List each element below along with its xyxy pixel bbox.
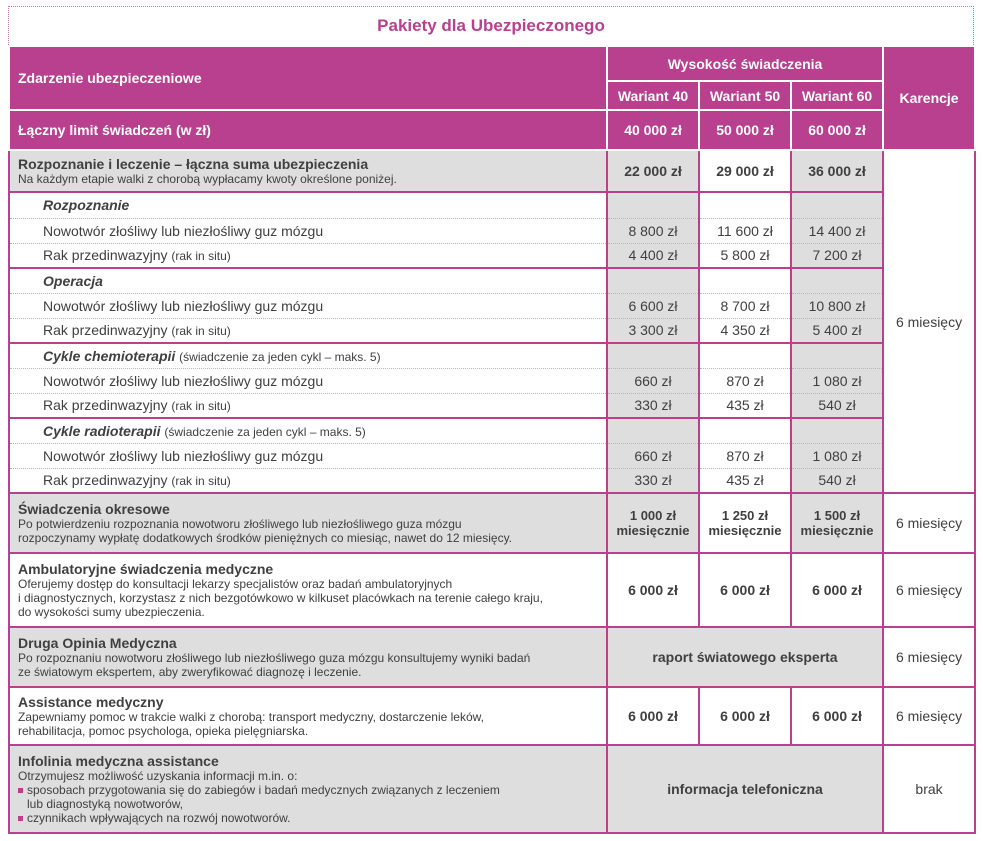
table-row <box>9 745 975 833</box>
title-box <box>8 6 974 45</box>
periodic-value: 1 250 zł miesięcznie <box>699 493 791 553</box>
row-label-cell <box>9 393 607 418</box>
row-value: 1 080 zł <box>791 368 883 393</box>
row-value: 660 zł <box>607 443 699 468</box>
infoline-cell <box>9 745 607 833</box>
diagnosis-value: 22 000 zł <box>607 150 699 192</box>
row-value: 540 zł <box>791 468 883 493</box>
diagnosis-value: 36 000 zł <box>791 150 883 192</box>
periodic-waiting: 6 miesięcy <box>883 493 975 553</box>
group-title: Cykle radioterapii <box>43 422 161 439</box>
ambulatory-title: Ambulatoryjne świadczenia medyczne <box>18 561 274 577</box>
diagnosis-desc: Na każdym etapie walki z chorobą wypłacamy kwoty określone poniżej. <box>18 172 397 186</box>
row-label: Rak przedinwazyjny <box>43 397 168 414</box>
table-row <box>9 192 975 218</box>
amount-header: Wysokość świadczenia <box>607 46 883 81</box>
row-label-suffix: (rak in situ) <box>171 249 231 264</box>
table-row <box>9 268 975 293</box>
row-value: 5 400 zł <box>791 318 883 343</box>
row-value: 5 800 zł <box>699 243 791 268</box>
group-title-cell <box>9 418 607 443</box>
row-value: 6 600 zł <box>607 293 699 318</box>
assistance-title: Assistance medyczny <box>18 694 164 710</box>
row-value: 7 200 zł <box>791 243 883 268</box>
bullet-icon <box>18 816 23 821</box>
row-label: Nowotwór złośliwy lub niezłośliwy guz mózgu <box>9 293 607 318</box>
diagnosis-waiting: 6 miesięcy <box>883 150 975 493</box>
row-value: 435 zł <box>699 393 791 418</box>
row-label: Nowotwór złośliwy lub niezłośliwy guz mózgu <box>9 218 607 243</box>
table-row <box>9 318 975 343</box>
row-value: 14 400 zł <box>791 218 883 243</box>
infoline-value: informacja telefoniczna <box>607 745 883 833</box>
table-row <box>9 687 975 745</box>
second-opinion-waiting: 6 miesięcy <box>883 627 975 687</box>
row-label-suffix: (rak in situ) <box>171 324 231 339</box>
second-opinion-desc: ze światowym ekspertem, aby zweryfikować diagnozę i leczenie. <box>18 665 362 679</box>
row-value: 4 350 zł <box>699 318 791 343</box>
infoline-title: Infolinia medyczna assistance <box>18 753 219 769</box>
periodic-desc: Po potwierdzeniu rozpoznania nowotworu złośliwego lub niezłośliwego guza mózgu <box>18 517 462 531</box>
table-row <box>9 293 975 318</box>
periodic-value: 1 000 zł miesięcznie <box>607 493 699 553</box>
row-value: 660 zł <box>607 368 699 393</box>
assistance-value: 6 000 zł <box>791 687 883 745</box>
ambulatory-desc: i diagnostycznych, korzystasz z nich bezgotówkowo w kilkuset placówkach na terenie całego kraju, <box>18 591 543 605</box>
periodic-desc: rozpoczynamy wypłatę dodatkowych środków pieniężnych co miesiąc, nawet do 12 miesięcy. <box>18 531 513 545</box>
table-row <box>9 418 975 443</box>
table-row <box>9 443 975 468</box>
list-item: czynnikach wpływających na rozwój nowotworów. <box>18 811 606 825</box>
group-title: Rozpoznanie <box>9 192 607 218</box>
ambulatory-value: 6 000 zł <box>699 553 791 627</box>
limit-label: Łączny limit świadczeń (w zł) <box>9 110 607 150</box>
periodic-title: Świadczenia okresowe <box>18 501 170 517</box>
benefits-table <box>8 45 976 834</box>
diagnosis-value: 29 000 zł <box>699 150 791 192</box>
row-value: 8 800 zł <box>607 218 699 243</box>
assistance-value: 6 000 zł <box>699 687 791 745</box>
row-value: 8 700 zł <box>699 293 791 318</box>
second-opinion-cell <box>9 627 607 687</box>
row-value: 11 600 zł <box>699 218 791 243</box>
ambulatory-desc: do wysokości sumy ubezpieczenia. <box>18 605 205 619</box>
ambulatory-desc: Oferujemy dostęp do konsultacji lekarzy specjalistów oraz badań ambulatoryjnych <box>18 577 453 591</box>
ambulatory-cell <box>9 553 607 627</box>
row-value: 330 zł <box>607 468 699 493</box>
row-value: 540 zł <box>791 393 883 418</box>
periodic-cell <box>9 493 607 553</box>
ambulatory-waiting: 6 miesięcy <box>883 553 975 627</box>
row-value: 870 zł <box>699 443 791 468</box>
benefits-sheet <box>8 6 974 834</box>
table-row <box>9 218 975 243</box>
assistance-waiting: 6 miesięcy <box>883 687 975 745</box>
row-label-suffix: (rak in situ) <box>171 474 231 489</box>
row-label: Rak przedinwazyjny <box>43 322 168 339</box>
table-row <box>9 468 975 493</box>
row-value: 3 300 zł <box>607 318 699 343</box>
table-row <box>9 243 975 268</box>
group-title: Cykle chemioterapii <box>43 347 176 364</box>
table-row <box>9 553 975 627</box>
second-opinion-title: Druga Opinia Medyczna <box>18 635 177 651</box>
ambulatory-value: 6 000 zł <box>791 553 883 627</box>
limit-variant-50: 50 000 zł <box>699 110 791 150</box>
row-label: Rak przedinwazyjny <box>43 472 168 489</box>
ambulatory-value: 6 000 zł <box>607 553 699 627</box>
diagnosis-cell <box>9 150 607 192</box>
row-value: 10 800 zł <box>791 293 883 318</box>
row-label: Rak przedinwazyjny <box>43 247 168 264</box>
row-label-suffix: (rak in situ) <box>171 399 231 414</box>
assistance-value: 6 000 zł <box>607 687 699 745</box>
limit-variant-60: 60 000 zł <box>791 110 883 150</box>
periodic-value: 1 500 zł miesięcznie <box>791 493 883 553</box>
assistance-cell <box>9 687 607 745</box>
group-title: Operacja <box>9 268 607 293</box>
limit-variant-40: 40 000 zł <box>607 110 699 150</box>
second-opinion-desc: Po rozpoznaniu nowotworu złośliwego lub niezłośliwego guza mózgu konsultujemy wyniki badań <box>18 651 531 665</box>
row-label-cell <box>9 243 607 268</box>
row-value: 870 zł <box>699 368 791 393</box>
row-label: Nowotwór złośliwy lub niezłośliwy guz mózgu <box>9 443 607 468</box>
variant-40-header: Wariant 40 <box>607 81 699 110</box>
table-row <box>9 493 975 553</box>
row-value: 435 zł <box>699 468 791 493</box>
event-header: Zdarzenie ubezpieczeniowe <box>9 46 607 110</box>
table-row <box>9 368 975 393</box>
variant-50-header: Wariant 50 <box>699 81 791 110</box>
infoline-desc: Otrzymujesz możliwość uzyskania informacji m.in. o: <box>18 769 298 783</box>
table-row <box>9 393 975 418</box>
row-value: 1 080 zł <box>791 443 883 468</box>
group-note: (świadczenie za jeden cykl – maks. 5) <box>179 349 381 364</box>
diagnosis-title: Rozpoznanie i leczenie – łączna suma ubezpieczenia <box>18 156 369 172</box>
bullet-icon <box>18 788 23 793</box>
row-label-cell <box>9 318 607 343</box>
infoline-waiting: brak <box>883 745 975 833</box>
group-title-cell <box>9 343 607 368</box>
list-item: sposobach przygotowania się do zabiegów i badań medycznych związanych z leczeniem <box>18 783 606 797</box>
list-item-continuation: lub diagnostyką nowotworów, <box>27 797 184 811</box>
second-opinion-value: raport światowego eksperta <box>607 627 883 687</box>
assistance-desc: Zapewniamy pomoc w trakcie walki z chorobą: transport medyczny, dostarczenie leków, <box>18 710 484 724</box>
waiting-header: Karencje <box>883 46 975 150</box>
row-value: 4 400 zł <box>607 243 699 268</box>
table-row <box>9 150 975 192</box>
row-value: 330 zł <box>607 393 699 418</box>
page-title: Pakiety dla Ubezpieczonego <box>377 16 605 35</box>
row-label: Nowotwór złośliwy lub niezłośliwy guz mózgu <box>9 368 607 393</box>
table-row <box>9 627 975 687</box>
assistance-desc: rehabilitacja, pomoc psychologa, opieka pielęgniarska. <box>18 724 309 738</box>
group-note: (świadczenie za jeden cykl – maks. 5) <box>164 424 366 439</box>
row-label-cell <box>9 468 607 493</box>
variant-60-header: Wariant 60 <box>791 81 883 110</box>
table-row <box>9 343 975 368</box>
